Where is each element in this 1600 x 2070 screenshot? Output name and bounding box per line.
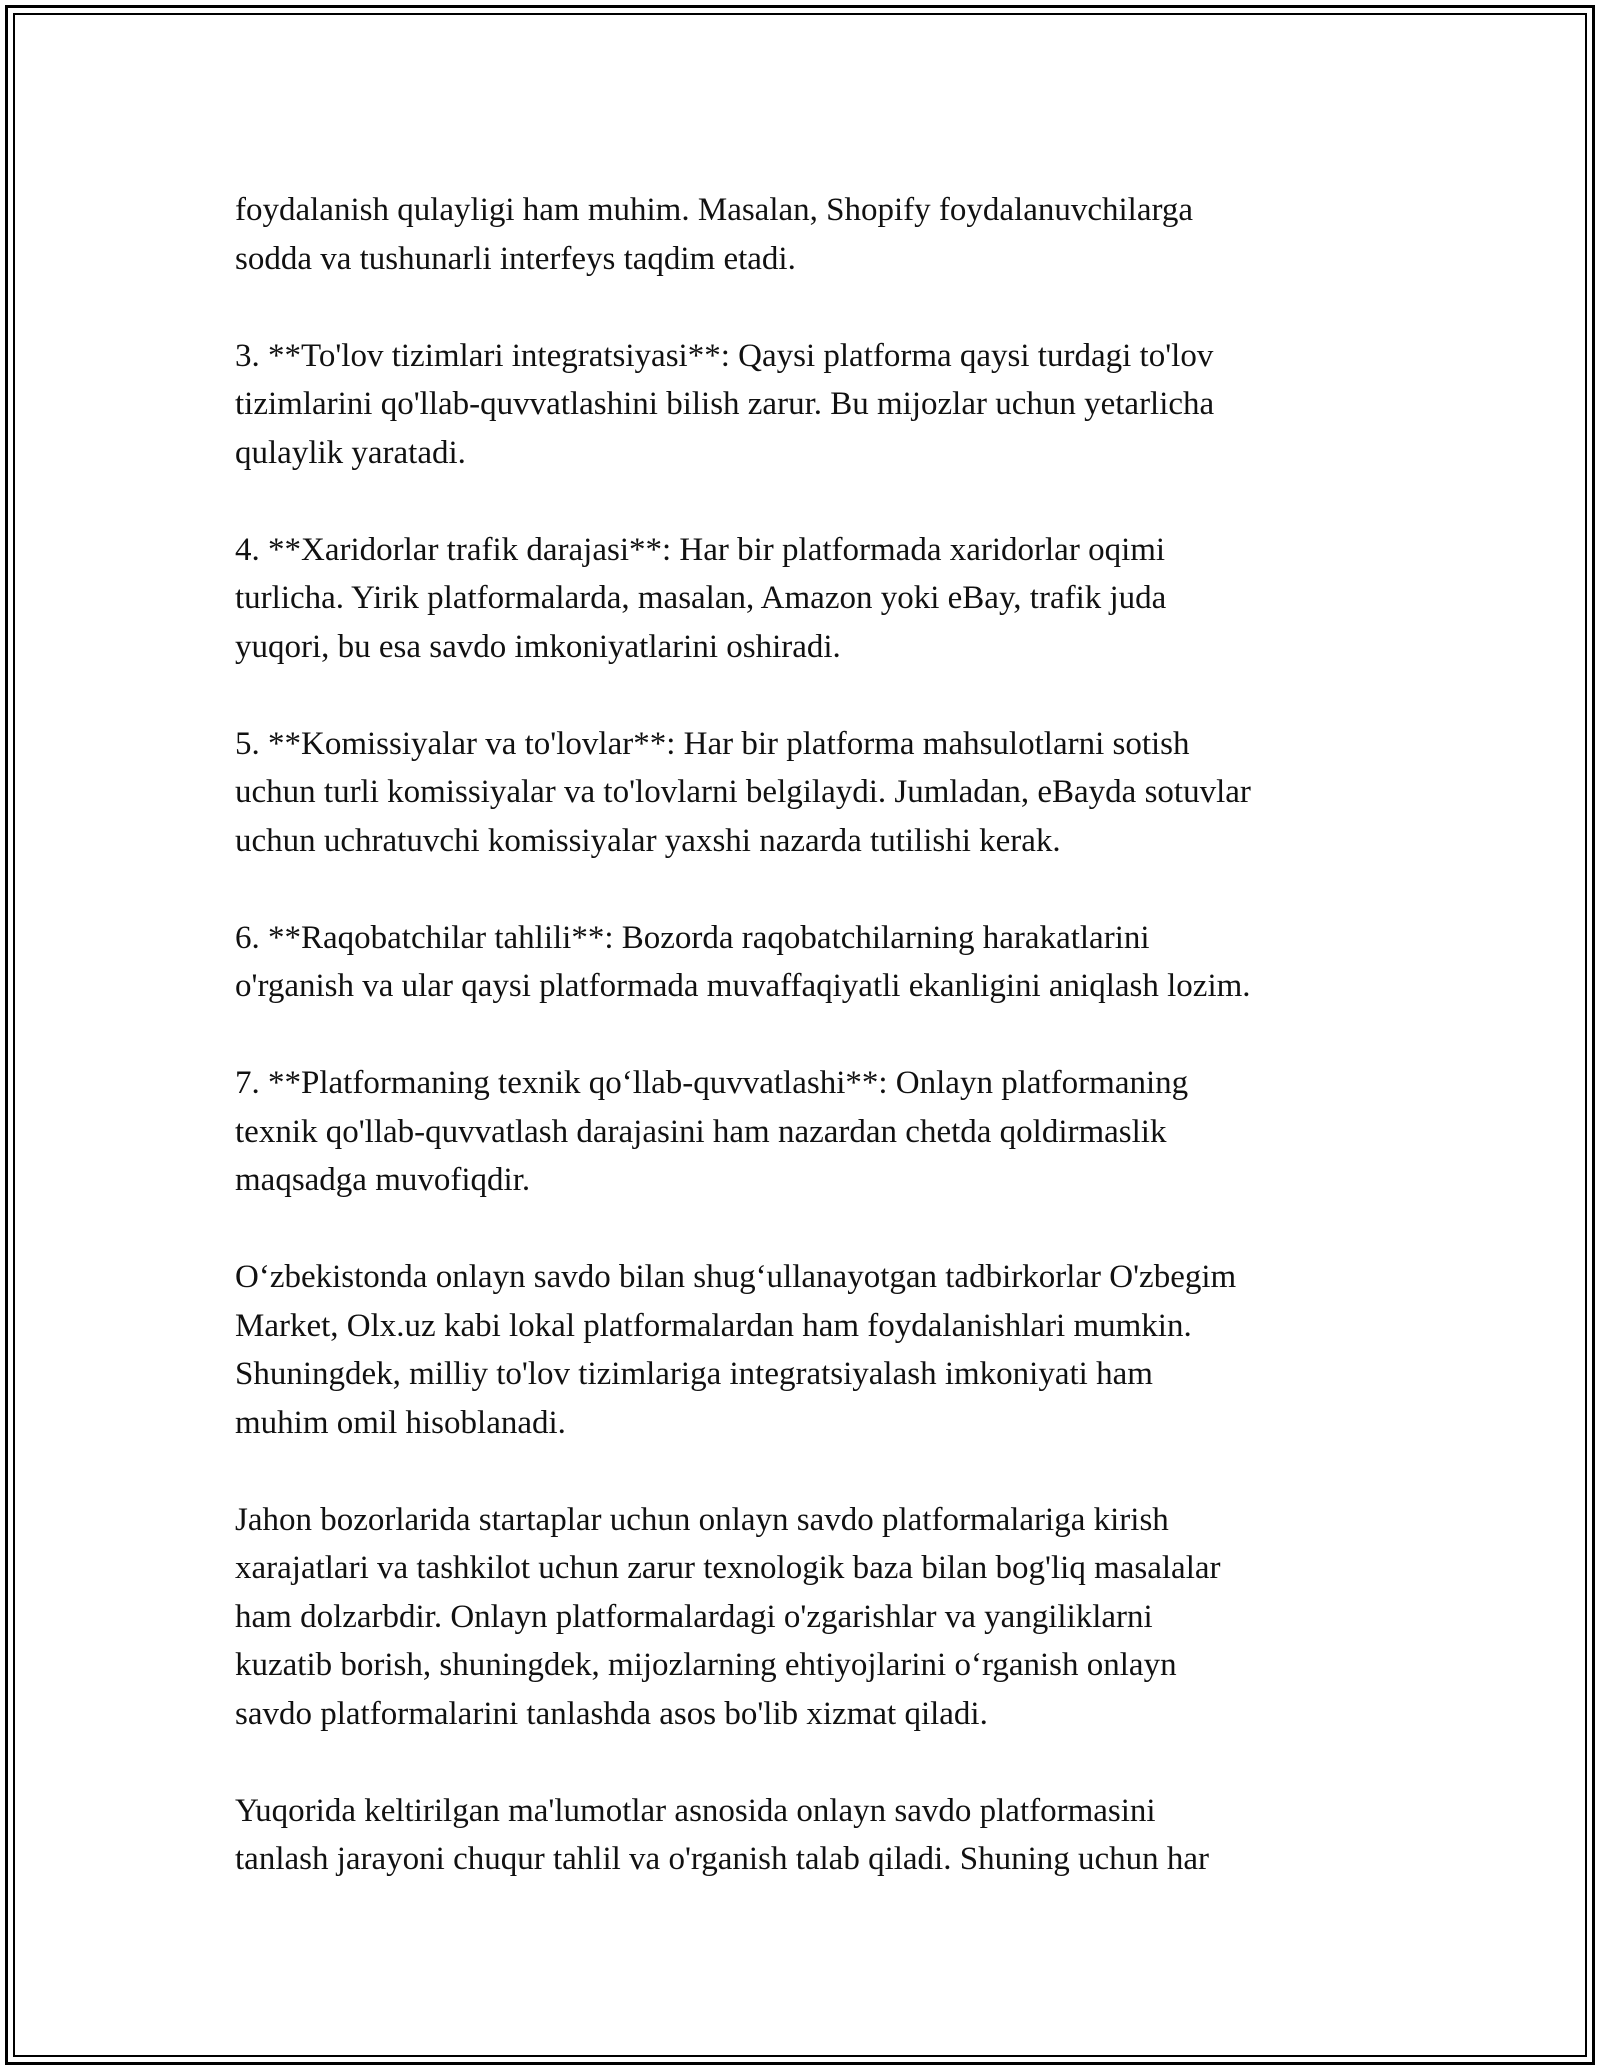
text-line: foydalanish qulayligi ham muhim. Masalan, Shopify foydalanuvchilarga <box>235 192 1194 228</box>
paragraph-global-markets-startups <box>235 1496 1375 1739</box>
paragraph-item-3-payment-integration <box>235 332 1375 478</box>
text-line: Jahon bozorlarida startaplar uchun onlayn savdo platformalariga kirish <box>235 1501 1169 1538</box>
text-line: 4. **Xaridorlar trafik darajasi**: Har bir platformada xaridorlar oqimi <box>235 531 1166 568</box>
text-line: qulaylik yaratadi. <box>235 434 466 471</box>
text-line: savdo platformalarini tanlashda asos bo'lib xizmat qiladi. <box>235 1695 988 1732</box>
text-line: yuqori, bu esa savdo imkoniyatlarini oshiradi. <box>235 628 841 665</box>
text-line: 6. **Raqobatchilar tahlili**: Bozorda raqobatchilarning harakatlarini <box>235 919 1150 956</box>
text-line: xarajatlari va tashkilot uchun zarur texnologik baza bilan bog'liq masalalar <box>235 1550 1221 1586</box>
text-line: ham dolzarbdir. Onlayn platformalardagi o'zgarishlar va yangiliklarni <box>235 1598 1153 1635</box>
paragraph-uzbekistan-local-platforms <box>235 1253 1375 1447</box>
text-line: 5. **Komissiyalar va to'lovlar**: Har bir platforma mahsulotlarni sotish <box>235 725 1190 762</box>
text-line: tanlash jarayoni chuqur tahlil va o'rganish talab qiladi. Shuning uchun har <box>235 1841 1210 1877</box>
paragraph-item-5-commissions <box>235 720 1375 866</box>
paragraph-item-4-buyer-traffic <box>235 526 1375 672</box>
text-line: texnik qo'llab-quvvatlash darajasini ham nazardan chetda qoldirmaslik <box>235 1113 1167 1150</box>
text-line: Market, Olx.uz kabi lokal platformalardan ham foydalanishlari mumkin. <box>235 1307 1192 1344</box>
text-line: Yuqorida keltirilgan ma'lumotlar asnosida onlayn savdo platformasini <box>235 1792 1156 1829</box>
text-line: Shuningdek, milliy to'lov tizimlariga integratsiyalash imkoniyati ham <box>235 1356 1153 1392</box>
text-line: kuzatib borish, shuningdek, mijozlarning ehtiyojlarini o‘rganish onlayn <box>235 1647 1177 1683</box>
paragraph-conclusion <box>235 1787 1375 1884</box>
text-line: uchun uchratuvchi komissiyalar yaxshi nazarda tutilishi kerak. <box>235 822 1061 859</box>
text-line: maqsadga muvofiqdir. <box>235 1162 531 1198</box>
paragraph-item-7-technical-support <box>235 1059 1375 1205</box>
text-line: sodda va tushunarli interfeys taqdim etadi. <box>235 240 796 277</box>
text-line: uchun turli komissiyalar va to'lovlarni belgilaydi. Jumladan, eBayda sotuvlar <box>235 774 1251 810</box>
paragraph-item-6-competitor-analysis <box>235 914 1375 1011</box>
document-body <box>235 186 1375 1932</box>
paragraph-interface-usability <box>235 186 1375 283</box>
text-line: 7. **Platformaning texnik qo‘llab-quvvatlashi**: Onlayn platformaning <box>235 1065 1189 1101</box>
text-line: O‘zbekistonda onlayn savdo bilan shug‘ullanayotgan tadbirkorlar O'zbegim <box>235 1259 1237 1295</box>
text-line: tizimlarini qo'llab-quvvatlashini bilish zarur. Bu mijozlar uchun yetarlicha <box>235 386 1215 422</box>
text-line: o'rganish va ular qaysi platformada muvaffaqiyatli ekanligini aniqlash lozim. <box>235 968 1251 1004</box>
text-line: muhim omil hisoblanadi. <box>235 1404 566 1441</box>
text-line: turlicha. Yirik platformalarda, masalan, Amazon yoki eBay, trafik juda <box>235 580 1167 616</box>
text-line: 3. **To'lov tizimlari integratsiyasi**: Qaysi platforma qaysi turdagi to'lov <box>235 337 1214 374</box>
